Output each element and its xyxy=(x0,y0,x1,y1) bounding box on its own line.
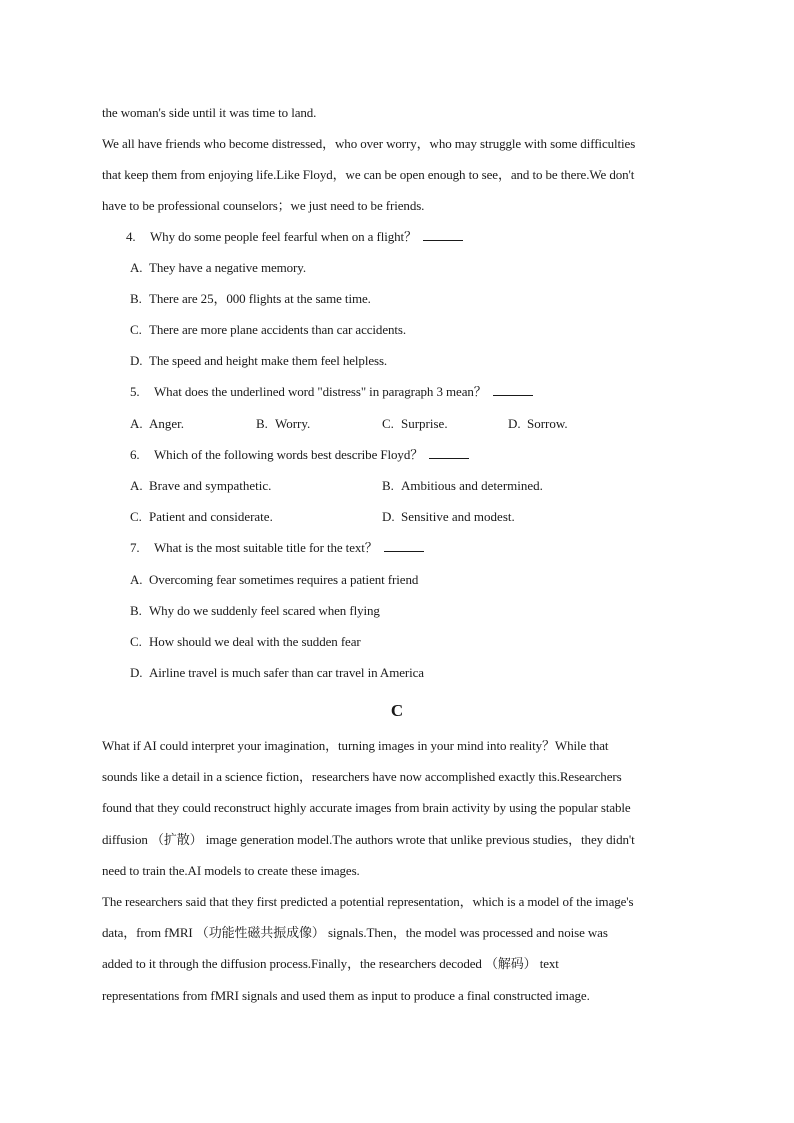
option-b xyxy=(130,603,380,619)
option-letter: A. xyxy=(130,260,143,275)
option-a xyxy=(130,478,271,494)
option-letter: B. xyxy=(256,416,268,431)
option-letter: C. xyxy=(382,416,394,431)
passage-line: that keep them from enjoying life.Like Floyd，we can be open enough to see，and to be there.We don't xyxy=(102,167,635,182)
option-letter: A. xyxy=(130,416,143,431)
passage-line: found that they could reconstruct highly accurate images from brain activity by using the popular stable xyxy=(102,800,631,815)
question-number: 6. xyxy=(130,447,140,462)
option-letter: B. xyxy=(382,478,394,493)
option-d xyxy=(508,416,568,432)
option-text: Sorrow. xyxy=(527,416,568,431)
question-text: Which of the following words best describe Floyd？ xyxy=(154,447,424,462)
question-text: What is the most suitable title for the text？ xyxy=(154,540,378,555)
option-letter: D. xyxy=(130,665,143,680)
question-7 xyxy=(130,540,424,556)
question-number: 5. xyxy=(130,384,140,399)
option-b xyxy=(256,416,310,432)
option-text: They have a negative memory. xyxy=(149,260,306,275)
option-b xyxy=(130,291,371,307)
option-d xyxy=(130,353,387,369)
option-text: Anger. xyxy=(149,416,185,431)
passage-line: have to be professional counselors；we just need to be friends. xyxy=(102,198,425,213)
option-text: There are more plane accidents than car accidents. xyxy=(149,322,407,337)
option-letter: C. xyxy=(130,509,142,524)
option-letter: D. xyxy=(382,509,395,524)
option-text: Ambitious and determined. xyxy=(401,478,543,493)
question-5 xyxy=(130,384,533,400)
option-c xyxy=(130,509,273,525)
option-d xyxy=(130,665,424,681)
option-letter: B. xyxy=(130,291,142,306)
option-letter: C. xyxy=(130,634,142,649)
option-letter: B. xyxy=(130,603,142,618)
option-letter: C. xyxy=(130,322,142,337)
option-text: Overcoming fear sometimes requires a patient friend xyxy=(149,572,419,587)
option-c xyxy=(130,634,361,650)
passage-line: We all have friends who become distressed，who over worry，who may struggle with some difficulties xyxy=(102,136,636,151)
question-text: What does the underlined word "distress" in paragraph 3 mean？ xyxy=(154,384,487,399)
option-text: Why do we suddenly feel scared when flying xyxy=(149,603,380,618)
passage-line: data，from fMRI （功能性磁共振成像） signals.Then，the model was processed and noise was xyxy=(102,925,608,940)
option-text: Brave and sympathetic. xyxy=(149,478,272,493)
passage-line: added to it through the diffusion process.Finally，the researchers decoded （解码） text xyxy=(102,956,559,971)
option-text: Airline travel is much safer than car travel in America xyxy=(149,665,424,680)
option-a xyxy=(130,416,184,432)
question-number: 7. xyxy=(130,540,140,555)
passage-line: diffusion （扩散） image generation model.The authors wrote that unlike previous studies，they didn't xyxy=(102,832,635,847)
passage-line: sounds like a detail in a science fiction，researchers have now accomplished exactly this.Researchers xyxy=(102,769,622,784)
option-c xyxy=(130,322,406,338)
option-a xyxy=(130,260,306,276)
answer-blank[interactable] xyxy=(423,230,463,241)
question-6 xyxy=(130,447,469,463)
option-letter: D. xyxy=(508,416,521,431)
passage-line: The researchers said that they first predicted a potential representation，which is a model of the image's xyxy=(102,894,634,909)
passage-line: What if AI could interpret your imagination，turning images in your mind into reality？While that xyxy=(102,738,609,753)
answer-blank[interactable] xyxy=(429,448,469,459)
answer-blank[interactable] xyxy=(493,385,533,396)
option-text: The speed and height make them feel helpless. xyxy=(149,353,388,368)
option-a xyxy=(130,572,418,588)
option-text: There are 25，000 flights at the same time. xyxy=(149,291,371,306)
option-text: Patient and considerate. xyxy=(149,509,273,524)
option-letter: D. xyxy=(130,353,143,368)
question-4 xyxy=(126,229,463,245)
option-letter: A. xyxy=(130,572,143,587)
option-text: How should we deal with the sudden fear xyxy=(149,634,361,649)
section-heading: C xyxy=(390,701,404,720)
option-text: Worry. xyxy=(275,416,311,431)
passage-line: representations from fMRI signals and used them as input to produce a final constructed image. xyxy=(102,988,590,1003)
option-d xyxy=(382,509,515,525)
option-c xyxy=(382,416,448,432)
passage-line: the woman's side until it was time to land. xyxy=(102,105,317,120)
question-number: 4. xyxy=(126,229,136,244)
question-text: Why do some people feel fearful when on a flight？ xyxy=(150,229,417,244)
passage-line: need to train the.AI models to create these images. xyxy=(102,863,360,878)
option-letter: A. xyxy=(130,478,143,493)
option-text: Sensitive and modest. xyxy=(401,509,515,524)
option-b xyxy=(382,478,543,494)
option-text: Surprise. xyxy=(401,416,448,431)
answer-blank[interactable] xyxy=(384,541,424,552)
